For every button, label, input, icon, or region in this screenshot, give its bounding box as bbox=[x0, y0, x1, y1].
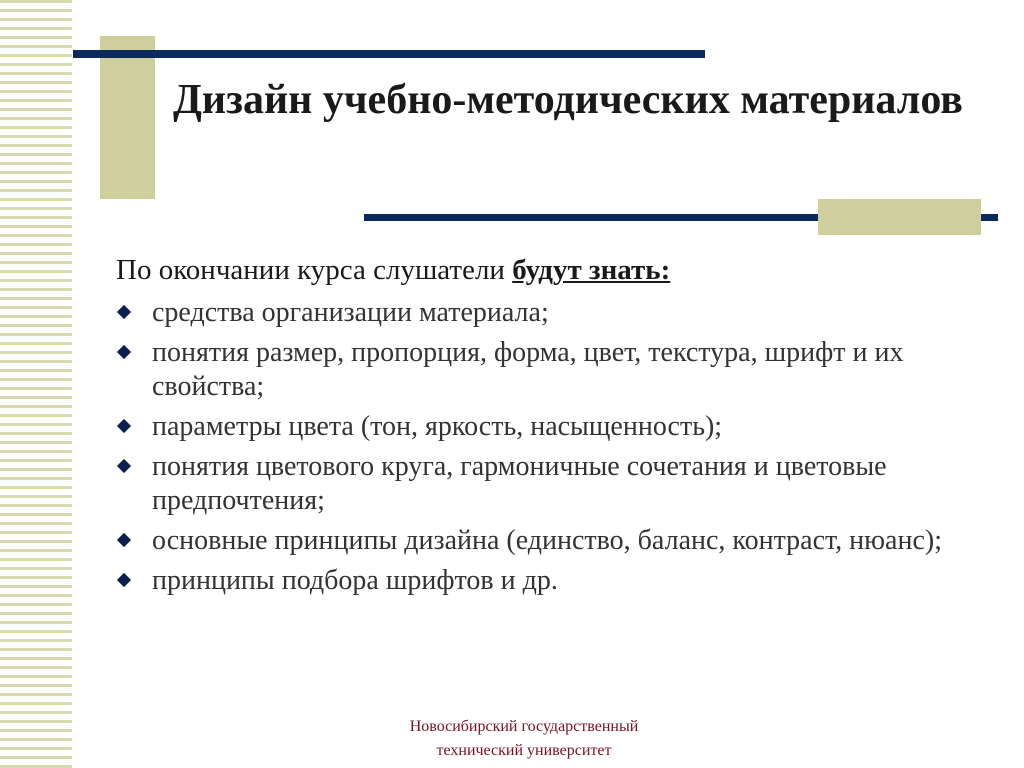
right-accent-block bbox=[818, 199, 981, 235]
footer-line-1: Новосибирский государственный bbox=[409, 718, 639, 735]
decorative-stripes bbox=[0, 0, 72, 768]
list-item-text: основные принципы дизайна (единство, баланс, контраст, нюанс); bbox=[152, 525, 942, 556]
list-item bbox=[116, 450, 976, 518]
intro-text: По окончании курса слушатели bbox=[116, 254, 513, 286]
intro-line bbox=[116, 252, 976, 288]
title-accent-block bbox=[100, 36, 155, 199]
footer-line-2: технический университет bbox=[436, 742, 612, 759]
list-item bbox=[116, 296, 976, 330]
list-item-text: средства организации материала; bbox=[152, 297, 549, 328]
list-item-text: принципы подбора шрифтов и др. bbox=[152, 565, 558, 596]
bullet-list bbox=[116, 296, 976, 598]
intro-emphasis: будут знать: bbox=[512, 254, 671, 286]
list-item bbox=[116, 410, 976, 444]
diamond-bullet-icon bbox=[117, 533, 131, 547]
list-item bbox=[116, 336, 976, 404]
diamond-bullet-icon bbox=[117, 305, 131, 319]
list-item-text: понятия цветового круга, гармоничные сочетания и цветовые предпочтения; bbox=[152, 451, 887, 516]
diamond-bullet-icon bbox=[117, 345, 131, 359]
footer-university bbox=[324, 715, 724, 763]
list-item bbox=[116, 524, 976, 558]
list-item bbox=[116, 564, 976, 598]
diamond-bullet-icon bbox=[117, 573, 131, 587]
diamond-bullet-icon bbox=[117, 459, 131, 473]
top-divider-bar bbox=[73, 50, 705, 58]
diamond-bullet-icon bbox=[117, 419, 131, 433]
slide-content bbox=[116, 252, 976, 604]
list-item-text: параметры цвета (тон, яркость, насыщенность); bbox=[152, 411, 723, 442]
list-item-text: понятия размер, пропорция, форма, цвет, текстура, шрифт и их свойства; bbox=[152, 337, 904, 402]
slide-title: Дизайн учебно-методических материалов bbox=[173, 77, 963, 123]
